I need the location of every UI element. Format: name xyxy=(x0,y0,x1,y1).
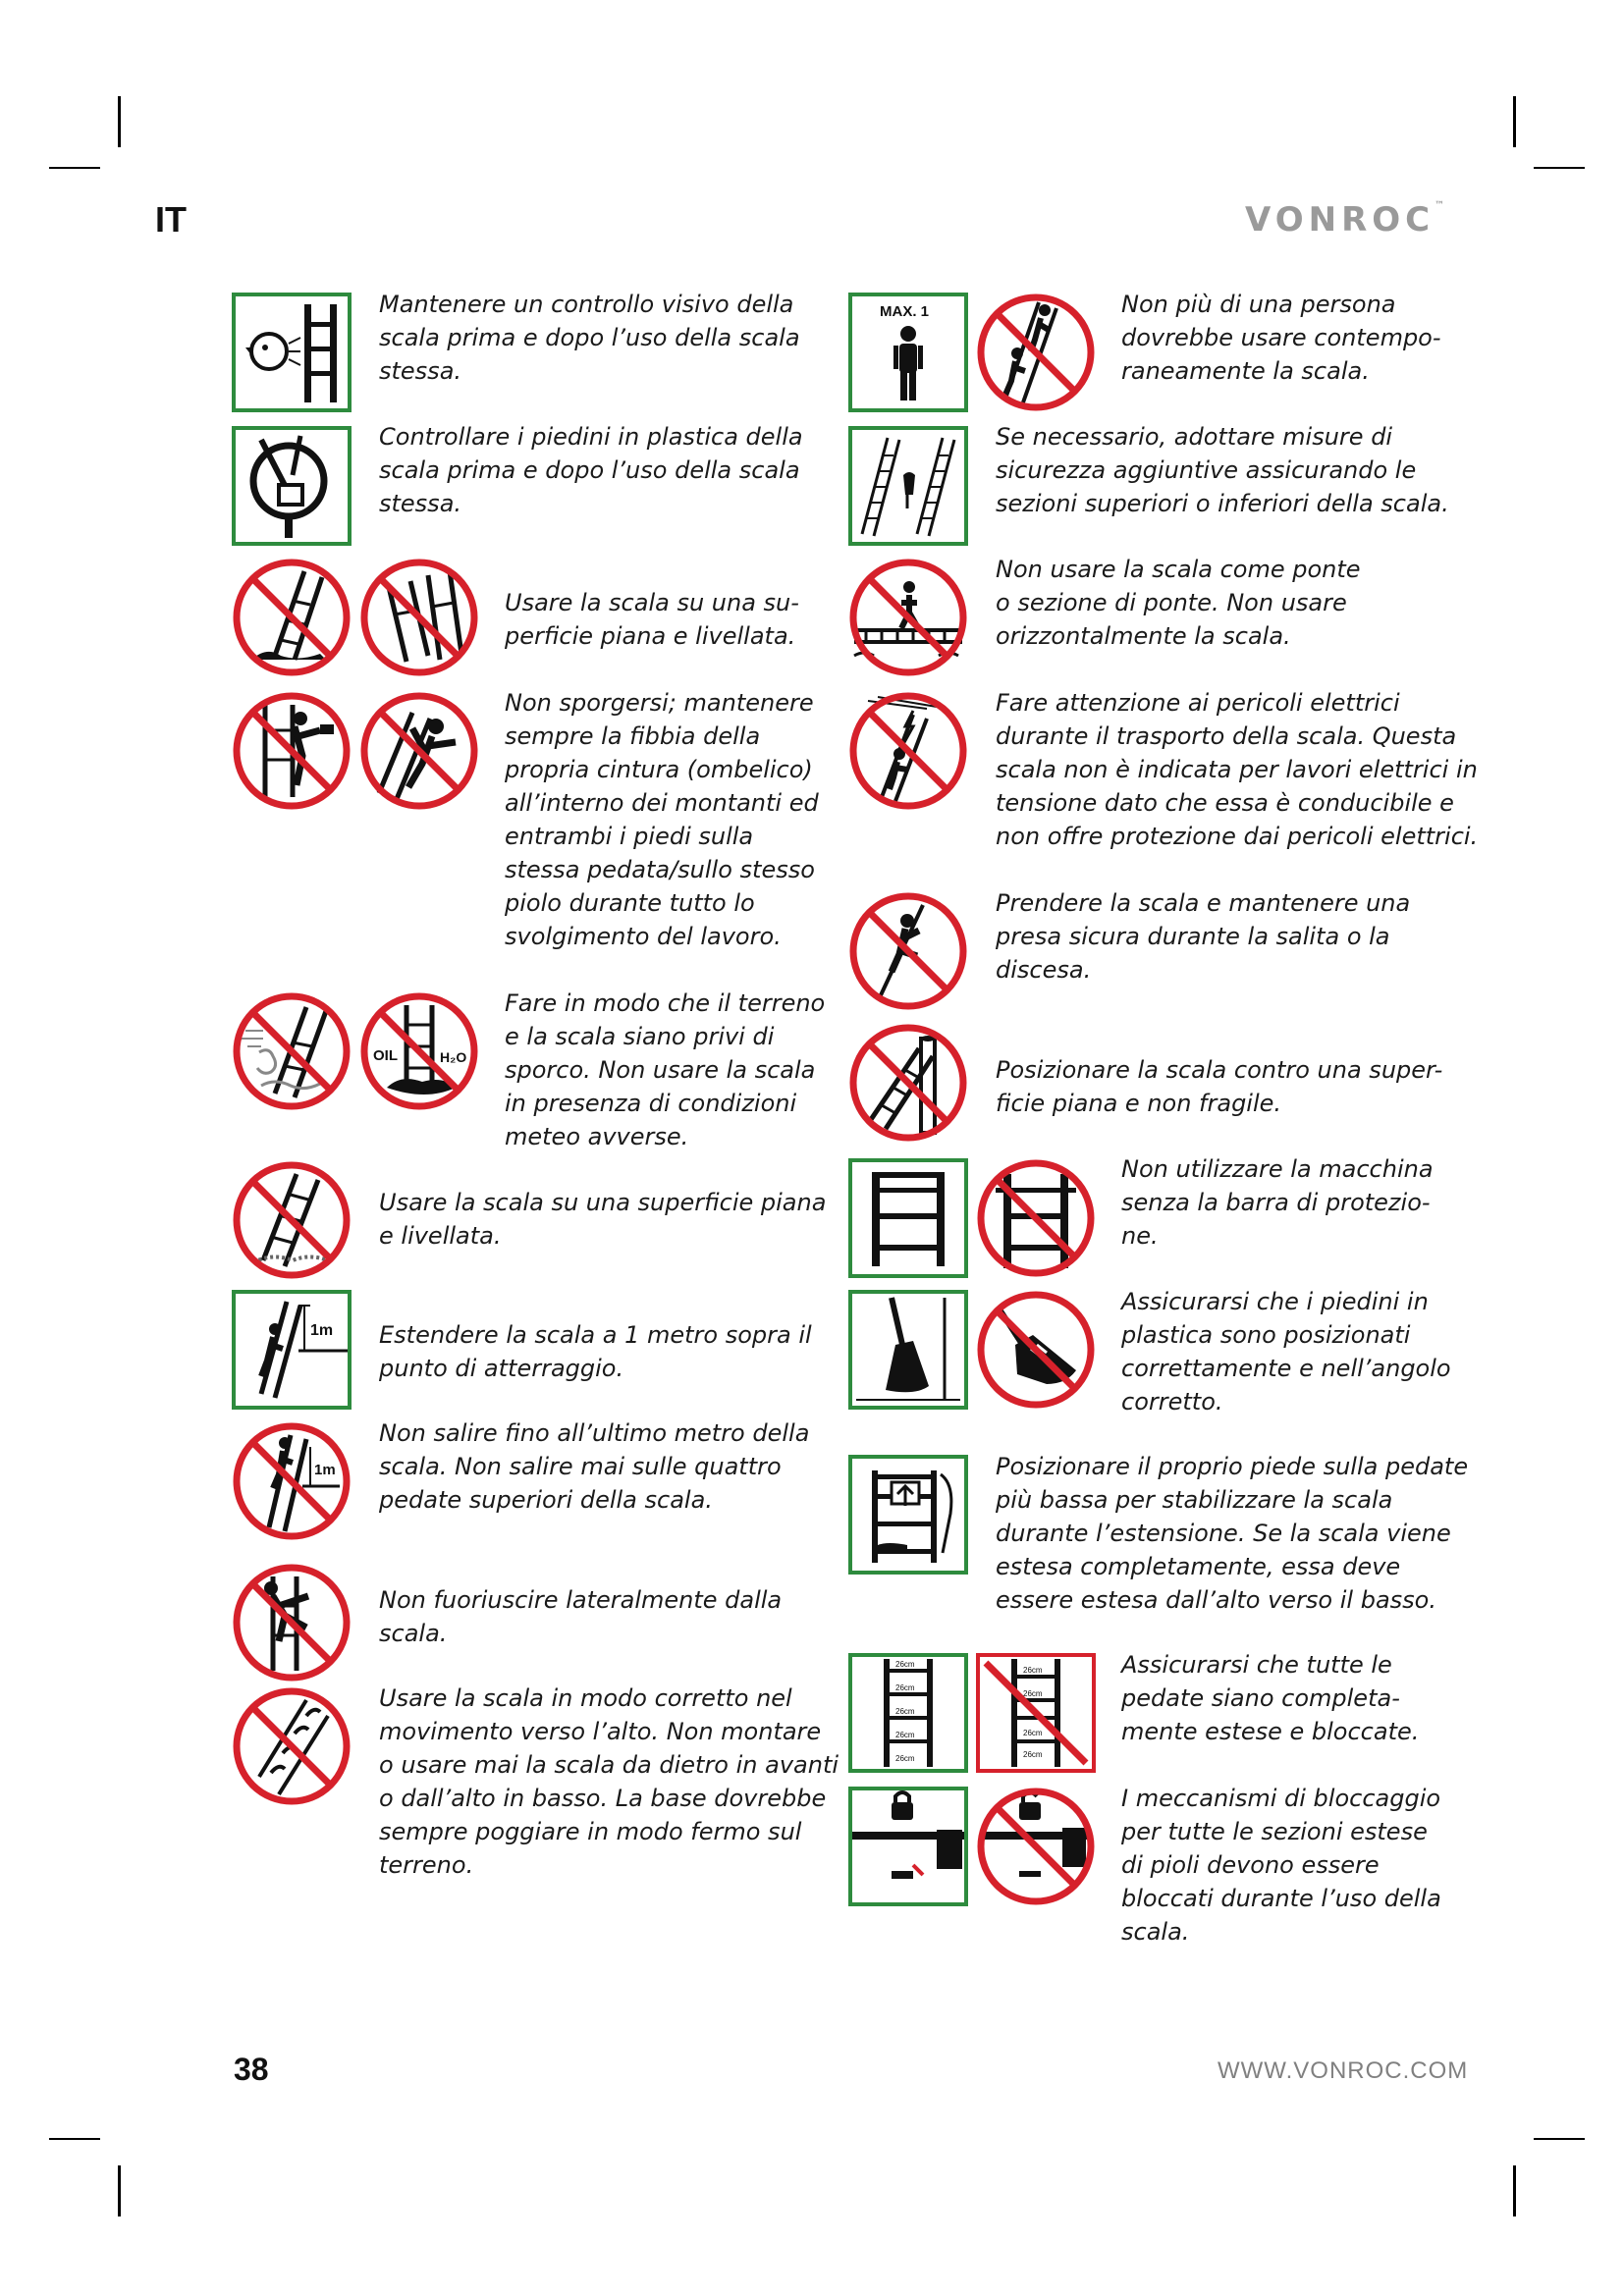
leaning-prohibited-icon xyxy=(232,691,352,811)
instruction-text: Usare la scala in modo corretto nel movimento verso l’alto. Non montare o usare mai la scala da dietro in avanti o dall’alto in basso. La base dovrebbe sempre poggiare in modo fermo sul terreno. xyxy=(379,1684,839,1879)
unlocked-mechanism-prohibited-icon xyxy=(976,1787,1096,1906)
instruction-text: Fare in modo che il terreno e la scala siano privi di sporco. Non usare la scala in presenza di condizioni meteo avverse. xyxy=(505,989,826,1150)
rung-size-label: 26cm xyxy=(1023,1689,1043,1698)
instruction-text: Estendere la scala a 1 metro sopra il punto di atterraggio. xyxy=(379,1321,812,1382)
unlevel-ladder-prohibited-icon xyxy=(359,558,479,677)
instruction-text: Non salire fino all’ultimo metro della scala. Non salire mai sulle quattro pedate superiori della scala. xyxy=(379,1419,810,1514)
instruction-text: Assicurarsi che i piedini in plastica sono posizionati correttamente e nell’angolo corretto. xyxy=(1121,1288,1451,1415)
secure-sections-icon xyxy=(848,426,968,546)
oil-water-prohibited-icon xyxy=(359,991,479,1111)
rungs-extended-icon xyxy=(848,1653,968,1773)
crop-mark xyxy=(1513,2165,1516,2216)
wrong-feet-angle-prohibited-icon xyxy=(976,1290,1096,1410)
crop-mark xyxy=(49,2138,100,2140)
magnifier-feet-icon xyxy=(232,426,352,546)
instruction-text: Mantenere un controllo visivo della scala prima e dopo l’uso della scala stessa. xyxy=(379,291,800,385)
rung-size-label: 26cm xyxy=(895,1707,915,1716)
rung-size-label: 26cm xyxy=(1023,1666,1043,1675)
visual-check-icon xyxy=(232,293,352,412)
rung-size-label: 26cm xyxy=(895,1660,915,1669)
guard-bar-icon xyxy=(848,1158,968,1278)
step-sideways-prohibited-icon xyxy=(232,1563,352,1682)
foot-on-lowest-step-icon xyxy=(848,1455,968,1575)
locked-mechanism-icon xyxy=(848,1787,968,1906)
rung-size-label: 26cm xyxy=(895,1731,915,1739)
instruction-text: Prendere la scala e mantenere una presa sicura durante la salita o la discesa. xyxy=(996,889,1411,984)
wrong-side-prohibited-icon xyxy=(232,1686,352,1806)
instruction-text: Non più di una persona dovrebbe usare contempo- raneamente la scala. xyxy=(1121,291,1441,385)
crop-mark xyxy=(1534,2138,1585,2140)
instruction-text: Controllare i piedini in plastica della scala prima e dopo l’uso della scala stessa. xyxy=(379,423,803,517)
bridge-use-prohibited-icon xyxy=(848,558,968,677)
rung-size-label: 26cm xyxy=(895,1683,915,1692)
website-url: WWW.VONROC.COM xyxy=(1218,2057,1469,2084)
instruction-text: Usare la scala su una superficie piana e livellata. xyxy=(379,1189,827,1250)
page-number: 38 xyxy=(234,2052,269,2087)
instruction-text: I meccanismi di bloccaggio per tutte le sezioni estese di pioli devono essere bloccati durante l’uso della scala. xyxy=(1121,1785,1441,1946)
instruction-text: Posizionare il proprio piede sulla pedate più bassa per stabilizzare la scala durante l’estensione. Se la scala viene estesa completamente, essa deve essere estesa dall’alto verso il basso. xyxy=(996,1453,1469,1614)
max-persons-label: MAX. 1 xyxy=(880,303,930,320)
crop-mark xyxy=(1534,167,1585,169)
unstable-ground-prohibited-icon xyxy=(232,1160,352,1280)
overreach-prohibited-icon xyxy=(359,691,479,811)
instruction-text: Usare la scala su una su- perficie piana e livellata. xyxy=(505,589,799,650)
instruction-text: Se necessario, adottare misure di sicurezza aggiuntive assicurando le sezioni superiori o inferiori della scala. xyxy=(996,423,1449,517)
correct-feet-angle-icon xyxy=(848,1290,968,1410)
max-one-person-icon xyxy=(848,293,968,412)
uneven-ground-prohibited-icon xyxy=(232,558,352,677)
crop-mark xyxy=(118,96,121,147)
no-guard-bar-prohibited-icon xyxy=(976,1158,1096,1278)
one-meter-label: 1m xyxy=(310,1322,334,1339)
extend-one-meter-icon xyxy=(232,1290,352,1410)
oil-label: OIL xyxy=(373,1047,398,1064)
instruction-text: Assicurarsi che tutte le pedate siano completa- mente estese e bloccate. xyxy=(1121,1651,1420,1745)
one-meter-label: 1m xyxy=(314,1462,336,1478)
rung-size-label: 26cm xyxy=(1023,1750,1043,1759)
instruction-text: Fare attenzione ai pericoli elettrici durante il trasporto della scala. Questa scala non è indicata per lavori elettrici in tensione dato che essa è conducibile e non offre protezione dai pericoli elettrici. xyxy=(996,689,1479,850)
instruction-text: Non usare la scala come ponte o sezione di ponte. Non usare orizzontalmente la scala. xyxy=(996,556,1361,650)
instruction-text: Posizionare la scala contro una super- ficie piana e non fragile. xyxy=(996,1056,1443,1117)
bad-weather-prohibited-icon xyxy=(232,991,352,1111)
electrical-hazard-prohibited-icon xyxy=(848,691,968,811)
two-persons-prohibited-icon xyxy=(976,293,1096,412)
instruction-text: Non fuoriuscire lateralmente dalla scala. xyxy=(379,1586,783,1647)
rungs-not-locked-prohibited-icon xyxy=(976,1653,1096,1773)
brand-logo: VONROC™ xyxy=(1245,200,1445,240)
instruction-text: Non utilizzare la macchina senza la barra di protezio- ne. xyxy=(1121,1155,1434,1250)
language-code: IT xyxy=(155,199,187,240)
crop-mark xyxy=(1513,96,1516,147)
rung-size-label: 26cm xyxy=(895,1754,915,1763)
rung-size-label: 26cm xyxy=(1023,1729,1043,1737)
top-rungs-prohibited-icon xyxy=(232,1421,352,1541)
water-label: H₂O xyxy=(440,1049,467,1065)
crop-mark xyxy=(118,2165,121,2216)
crop-mark xyxy=(49,167,100,169)
fragile-surface-prohibited-icon xyxy=(848,1023,968,1143)
no-grip-prohibited-icon xyxy=(848,891,968,1011)
instruction-text: Non sporgersi; mantenere sempre la fibbia della propria cintura (ombelico) all’interno dei montanti ed entrambi i piedi sulla stessa pedata/sullo stesso piolo durante tutto lo svolgimento del lavoro. xyxy=(505,689,819,950)
